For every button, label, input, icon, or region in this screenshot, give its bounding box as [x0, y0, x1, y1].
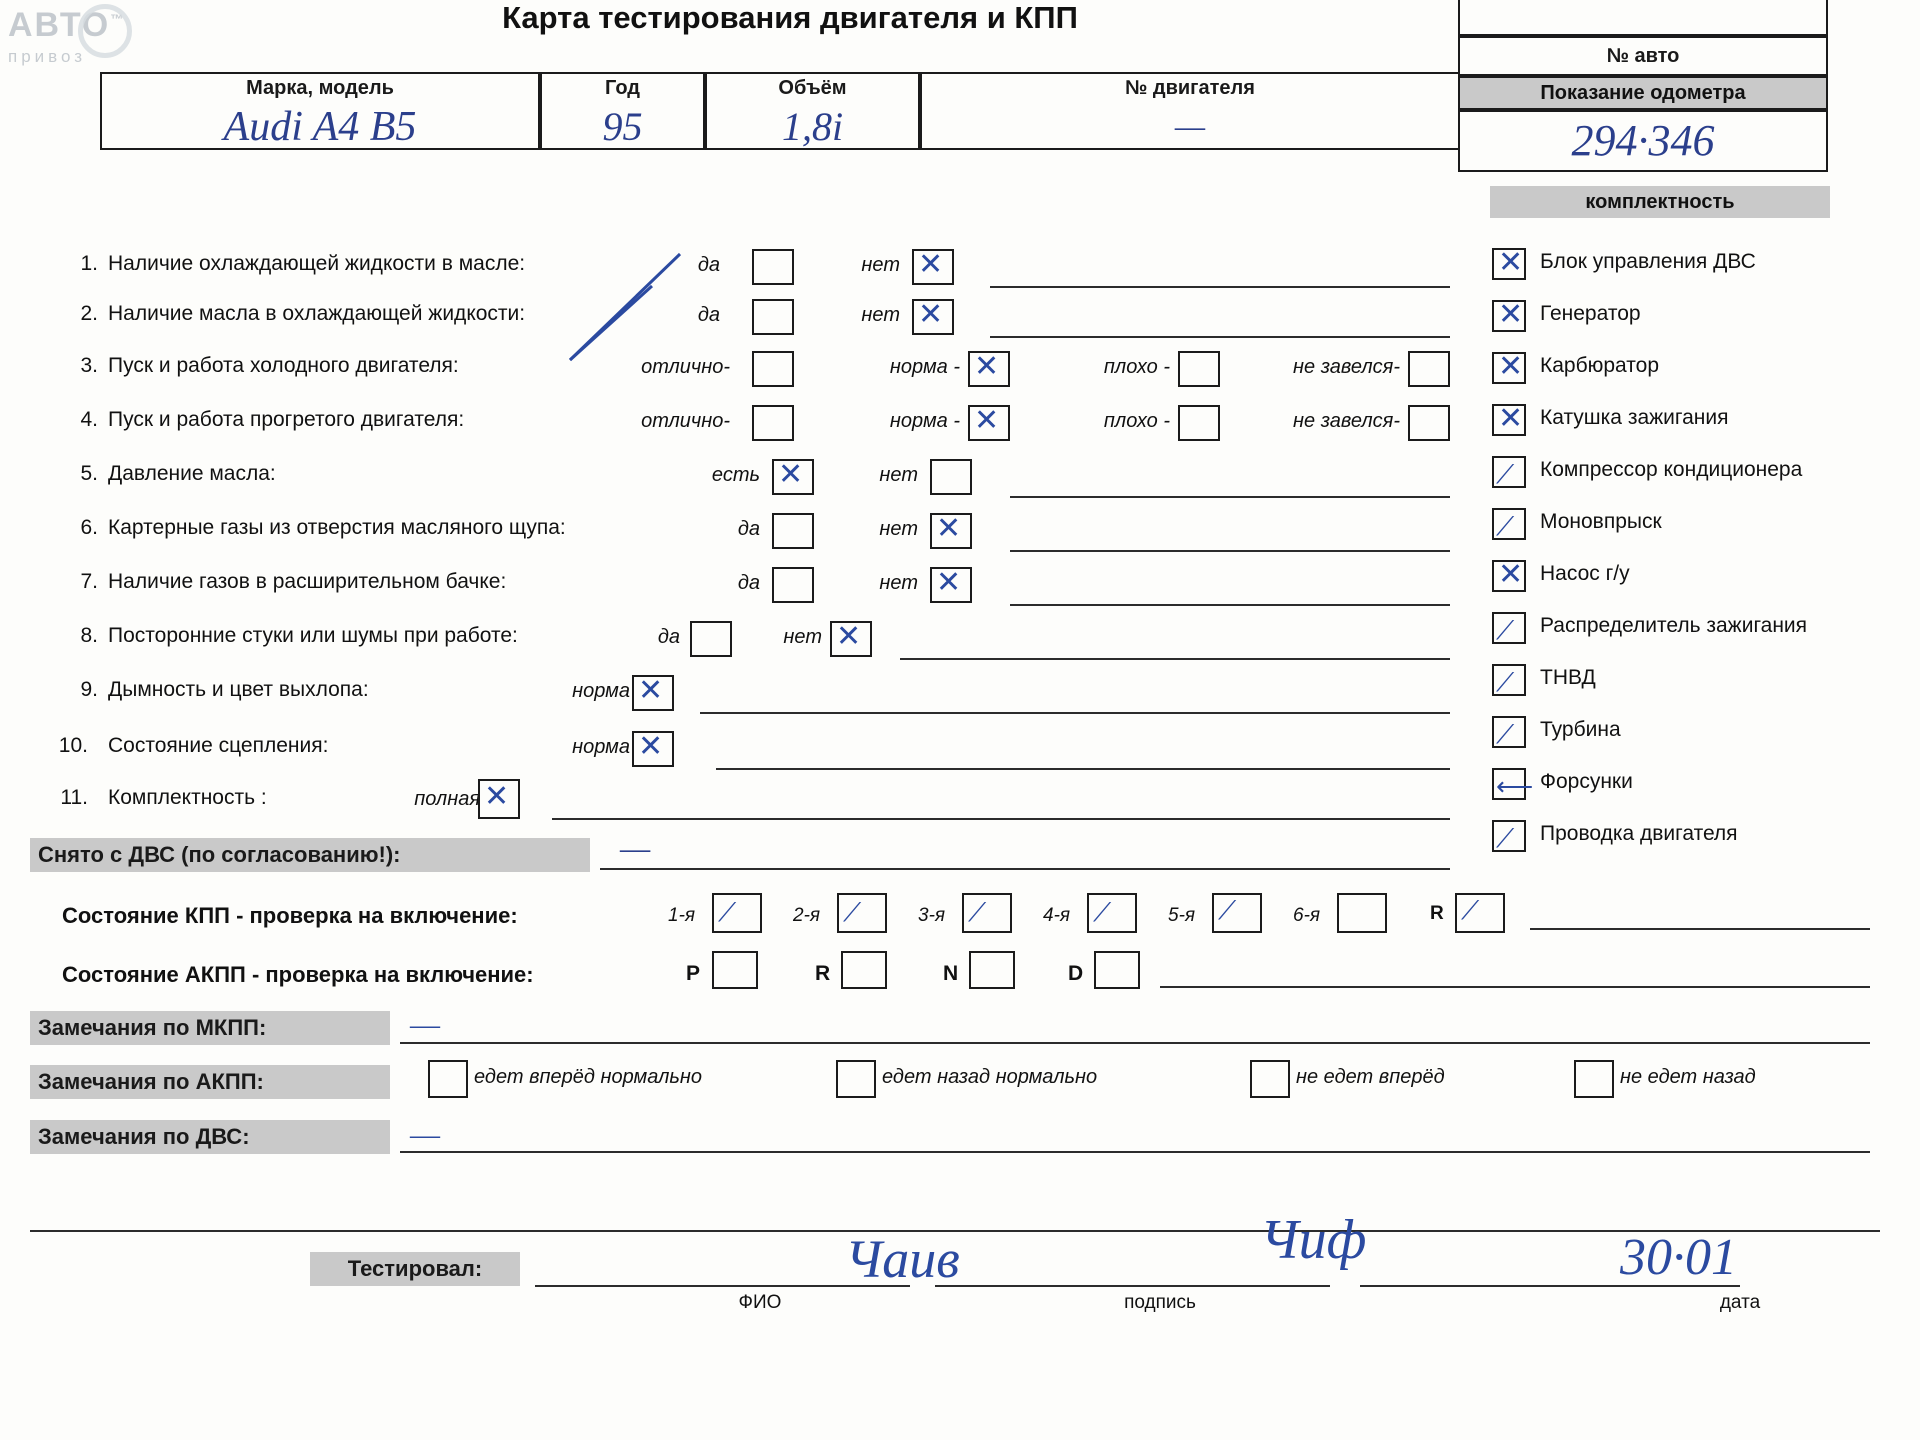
notes-akpp-option-0-checkbox[interactable] [428, 1060, 468, 1098]
item-3-option-0-label: отлично- [641, 356, 730, 378]
item-5-option-0-mark: ✕ [778, 458, 804, 491]
value-engine-number: — [1174, 108, 1206, 145]
kompl-label-6: Насос г/у [1540, 562, 1630, 585]
item-2-option-0-checkbox[interactable] [752, 299, 794, 335]
kompl-mark-6: ✕ [1498, 558, 1524, 591]
fio-value: Чаив [845, 1229, 960, 1289]
kompl-mark-5: ⟋ [1496, 512, 1515, 541]
mkpp-gear-4-mark: ⟋ [1218, 896, 1237, 925]
kompl-checkbox-6[interactable] [1492, 560, 1526, 592]
kompl-mark-4: ⟋ [1496, 460, 1515, 489]
item-2-text: Наличие масла в охлаждающей жидкости: [108, 302, 526, 325]
item-9-option-0-label: норма [572, 680, 630, 702]
item-5-option-0-label: есть [711, 464, 760, 486]
item-5-option-0-checkbox[interactable] [772, 459, 814, 495]
notes-dvs-label: Замечания по ДВС: [30, 1120, 390, 1154]
akpp-note-line [1160, 986, 1870, 988]
item-4-option-3-label: не завелся- [1293, 410, 1400, 432]
item-2-option-1-label: нет [861, 304, 900, 326]
item-11-option-0-checkbox[interactable] [478, 779, 520, 819]
item-4-option-1-label: норма - [889, 410, 960, 432]
vehicle-info-table [100, 72, 1350, 150]
mkpp-label: Состояние КПП - проверка на включение: [62, 903, 518, 928]
item-4-option-1-checkbox[interactable] [968, 405, 1010, 441]
header-year: Год [605, 77, 640, 99]
item-3-option-1-mark: ✕ [974, 350, 1000, 383]
item-3-number: 3. [80, 354, 98, 377]
odo-cell-top [1458, 0, 1828, 36]
header-engine-number: № двигателя [1125, 77, 1255, 99]
mkpp-gear-6-label: R [1430, 903, 1444, 924]
item-1-text: Наличие охлаждающей жидкости в масле: [108, 252, 526, 275]
item-5-option-1-checkbox[interactable] [930, 459, 972, 495]
item-5-number: 5. [80, 462, 98, 485]
item-6-number: 6. [80, 516, 98, 539]
item-4-option-0-checkbox[interactable] [752, 405, 794, 441]
notes-akpp-option-3-checkbox[interactable] [1574, 1060, 1614, 1098]
item-10-number: 10. [58, 734, 88, 757]
item-3-option-2-checkbox[interactable] [1178, 351, 1220, 387]
removed-from-engine-line [600, 868, 1450, 870]
item-3-option-2-label: плохо - [1103, 356, 1170, 378]
kompl-checkbox-1[interactable] [1492, 300, 1526, 332]
tested-by-label: Тестировал: [310, 1252, 520, 1286]
item-6-note-line [1010, 550, 1450, 552]
kompl-checkbox-2[interactable] [1492, 352, 1526, 384]
item-4-option-0-label: отлично- [641, 410, 730, 432]
item-9-option-0-mark: ✕ [638, 674, 664, 707]
signature-value: Чиф [1260, 1209, 1367, 1271]
kompl-mark-10: ⟵ [1496, 772, 1534, 801]
item-7-note-line [1010, 604, 1450, 606]
kompl-mark-1: ✕ [1498, 298, 1524, 331]
item-8-option-1-mark: ✕ [836, 620, 862, 653]
item-6-option-1-checkbox[interactable] [930, 513, 972, 549]
notes-mkpp-label: Замечания по МКПП: [30, 1011, 390, 1045]
item-8-option-1-checkbox[interactable] [830, 621, 872, 657]
kompl-label-7: Распределитель зажигания [1540, 614, 1808, 637]
mkpp-gear-5-label: 6-я [1293, 905, 1321, 926]
item-4-option-2-checkbox[interactable] [1178, 405, 1220, 441]
item-2-option-1-mark: ✕ [918, 298, 944, 331]
item-4-option-3-checkbox[interactable] [1408, 405, 1450, 441]
akpp-pos-0-checkbox[interactable] [712, 951, 758, 989]
kompl-checkbox-0[interactable] [1492, 248, 1526, 280]
item-7-text: Наличие газов в расширительном бачке: [108, 570, 507, 593]
akpp-pos-3-checkbox[interactable] [1094, 951, 1140, 989]
mkpp-gear-2-label: 3-я [918, 905, 946, 926]
mkpp-gear-5-checkbox[interactable] [1337, 893, 1387, 933]
item-9-text: Дымность и цвет выхлопа: [108, 678, 369, 701]
value-brand: Audi A4 B5 [223, 104, 417, 150]
item-1-option-1-checkbox[interactable] [912, 249, 954, 285]
akpp-pos-0-label: P [686, 962, 701, 985]
notes-akpp-option-0-label: едет вперёд нормально [474, 1066, 703, 1088]
mkpp-gear-1-mark: ⟋ [843, 898, 862, 927]
kompl-label-2: Карбюратор [1540, 354, 1660, 377]
item-5-option-1-label: нет [879, 464, 918, 486]
notes-mkpp-value: — [410, 1008, 440, 1041]
item-8-note-line [900, 658, 1450, 660]
item-6-option-1-label: нет [879, 518, 918, 540]
item-6-text: Картерные газы из отверстия масляного щупа: [108, 516, 566, 539]
item-9-number: 9. [80, 678, 98, 701]
item-7-number: 7. [80, 570, 98, 593]
item-9-note-line [700, 712, 1450, 714]
item-7-option-0-checkbox[interactable] [772, 567, 814, 603]
header-volume: Объём [778, 77, 847, 99]
item-3-option-1-checkbox[interactable] [968, 351, 1010, 387]
date-caption: дата [1719, 1292, 1761, 1313]
item-5-note-line [1010, 496, 1450, 498]
watermark-bottom-text: привоз [8, 47, 87, 66]
item-1-option-0-checkbox[interactable] [752, 249, 794, 285]
signature-caption: подпись [1124, 1292, 1196, 1313]
item-10-option-0-mark: ✕ [638, 730, 664, 763]
item-6-option-0-checkbox[interactable] [772, 513, 814, 549]
item-7-option-0-label: да [737, 572, 760, 594]
item-6-option-1-mark: ✕ [936, 512, 962, 545]
item-8-number: 8. [80, 624, 98, 647]
fio-caption: ФИО [738, 1292, 782, 1313]
kompl-label-1: Генератор [1540, 302, 1641, 325]
odometer-value: 294·346 [1571, 116, 1715, 165]
item-6-option-0-label: да [737, 518, 760, 540]
date-value: 30·01 [1620, 1229, 1737, 1286]
item-4-option-2-label: плохо - [1103, 410, 1170, 432]
notes-akpp-option-2-label: не едет вперёд [1296, 1066, 1445, 1088]
item-3-text: Пуск и работа холодного двигателя: [108, 354, 459, 377]
item-8-option-0-label: да [657, 626, 680, 648]
mkpp-gear-3-mark: ⟋ [1093, 898, 1112, 927]
mkpp-gear-1-label: 2-я [793, 905, 821, 926]
watermark-top-text: АВТО™ [8, 6, 124, 44]
kompl-mark-9: ⟋ [1496, 720, 1515, 749]
item-2-option-1-checkbox[interactable] [912, 299, 954, 335]
item-1-option-1-mark: ✕ [918, 248, 944, 281]
kompl-label-8: ТНВД [1540, 666, 1596, 689]
item-1-option-0-label: да [697, 254, 720, 276]
mkpp-gear-3-label: 4-я [1043, 905, 1071, 926]
item-10-note-line [716, 768, 1450, 770]
kompl-label-0: Блок управления ДВС [1540, 250, 1756, 273]
auto-number-label: № авто [1606, 45, 1680, 67]
kompl-label-3: Катушка зажигания [1540, 406, 1729, 429]
akpp-pos-1-label: R [815, 962, 831, 985]
item-2-note-line [990, 336, 1450, 338]
notes-dvs-line [400, 1151, 1870, 1153]
value-volume: 1,8i [781, 104, 844, 149]
item-1-option-1-label: нет [861, 254, 900, 276]
removed-from-engine-label: Снято с ДВС (по согласованию!): [30, 838, 590, 872]
notes-dvs-value: — [410, 1118, 440, 1151]
notes-akpp-label: Замечания по АКПП: [30, 1065, 390, 1099]
akpp-label: Состояние АКПП - проверка на включение: [62, 962, 534, 987]
notes-akpp-option-1-label: едет назад нормально [882, 1066, 1098, 1088]
item-3-option-3-label: не завелся- [1293, 356, 1400, 378]
handwritten-pointer [560, 250, 740, 370]
item-10-option-0-checkbox[interactable] [632, 731, 674, 767]
item-8-option-0-checkbox[interactable] [690, 621, 732, 657]
item-7-option-1-mark: ✕ [936, 566, 962, 599]
item-4-option-1-mark: ✕ [974, 404, 1000, 437]
item-11-number: 11. [60, 786, 88, 809]
item-2-number: 2. [80, 302, 98, 325]
notes-akpp-option-3-label: не едет назад [1620, 1066, 1756, 1088]
kompl-mark-8: ⟋ [1496, 668, 1515, 697]
kompl-label-5: Моновпрыск [1540, 510, 1662, 533]
item-2-option-0-label: да [697, 304, 720, 326]
notes-akpp-option-1-checkbox[interactable] [836, 1060, 876, 1098]
kompl-label-10: Форсунки [1540, 770, 1633, 793]
item-10-text: Состояние сцепления: [108, 734, 329, 757]
page-title: Карта тестирования двигателя и КПП [502, 0, 1078, 35]
mkpp-note-line [1530, 928, 1870, 930]
item-11-note-line [552, 818, 1450, 820]
akpp-pos-2-label: N [943, 962, 959, 985]
header-brand: Марка, модель [246, 77, 394, 99]
item-9-option-0-checkbox[interactable] [632, 675, 674, 711]
odometer-label: Показание одометра [1540, 82, 1746, 104]
watermark-ring [78, 4, 132, 58]
kompl-label-4: Компрессор кондиционера [1540, 458, 1803, 481]
akpp-pos-1-checkbox[interactable] [841, 951, 887, 989]
item-1-number: 1. [80, 252, 98, 275]
value-year: 95 [602, 104, 643, 149]
akpp-pos-3-label: D [1068, 962, 1084, 985]
item-3-option-1-label: норма - [889, 356, 960, 378]
item-4-text: Пуск и работа прогретого двигателя: [108, 408, 465, 431]
watermark-logo [8, 6, 178, 78]
item-7-option-1-checkbox[interactable] [930, 567, 972, 603]
item-7-option-1-label: нет [879, 572, 918, 594]
item-11-option-0-label: полная [414, 788, 480, 810]
mkpp-gear-6-mark: ⟋ [1461, 896, 1480, 925]
item-1-note-line [990, 286, 1450, 288]
kompl-mark-0: ✕ [1498, 246, 1524, 279]
item-8-text: Посторонние стуки или шумы при работе: [108, 624, 518, 647]
removed-from-engine-value: — [620, 830, 651, 867]
item-11-option-0-mark: ✕ [484, 780, 510, 813]
item-11-text: Комплектность : [108, 786, 267, 809]
mkpp-gear-2-mark: ⟋ [968, 898, 987, 927]
odo-cell-odometer-label [1458, 76, 1828, 110]
item-8-option-1-label: нет [783, 626, 822, 648]
odo-cell-odometer-value [1458, 110, 1828, 172]
mkpp-gear-0-mark: ⟋ [718, 898, 737, 927]
item-3-option-3-checkbox[interactable] [1408, 351, 1450, 387]
mkpp-gear-0-label: 1-я [668, 905, 696, 926]
akpp-pos-2-checkbox[interactable] [969, 951, 1015, 989]
kompl-title: комплектность [1490, 186, 1830, 218]
item-5-text: Давление масла: [108, 462, 276, 485]
item-3-option-0-checkbox[interactable] [752, 351, 794, 387]
kompl-label-9: Турбина [1540, 718, 1621, 741]
mkpp-gear-4-label: 5-я [1168, 905, 1196, 926]
item-4-number: 4. [80, 408, 98, 431]
odometer-block [1458, 0, 1828, 165]
kompl-label-11: Проводка двигателя [1540, 822, 1738, 845]
odo-cell-auto-number [1458, 36, 1828, 76]
item-10-option-0-label: норма [572, 736, 630, 758]
kompl-mark-3: ✕ [1498, 402, 1524, 435]
signature-line [935, 1285, 1330, 1287]
kompl-mark-7: ⟋ [1496, 616, 1515, 645]
notes-akpp-option-2-checkbox[interactable] [1250, 1060, 1290, 1098]
kompl-mark-2: ✕ [1498, 350, 1524, 383]
notes-mkpp-line [400, 1042, 1870, 1044]
kompl-mark-11: ⟋ [1496, 824, 1515, 853]
kompl-checkbox-3[interactable] [1492, 404, 1526, 436]
